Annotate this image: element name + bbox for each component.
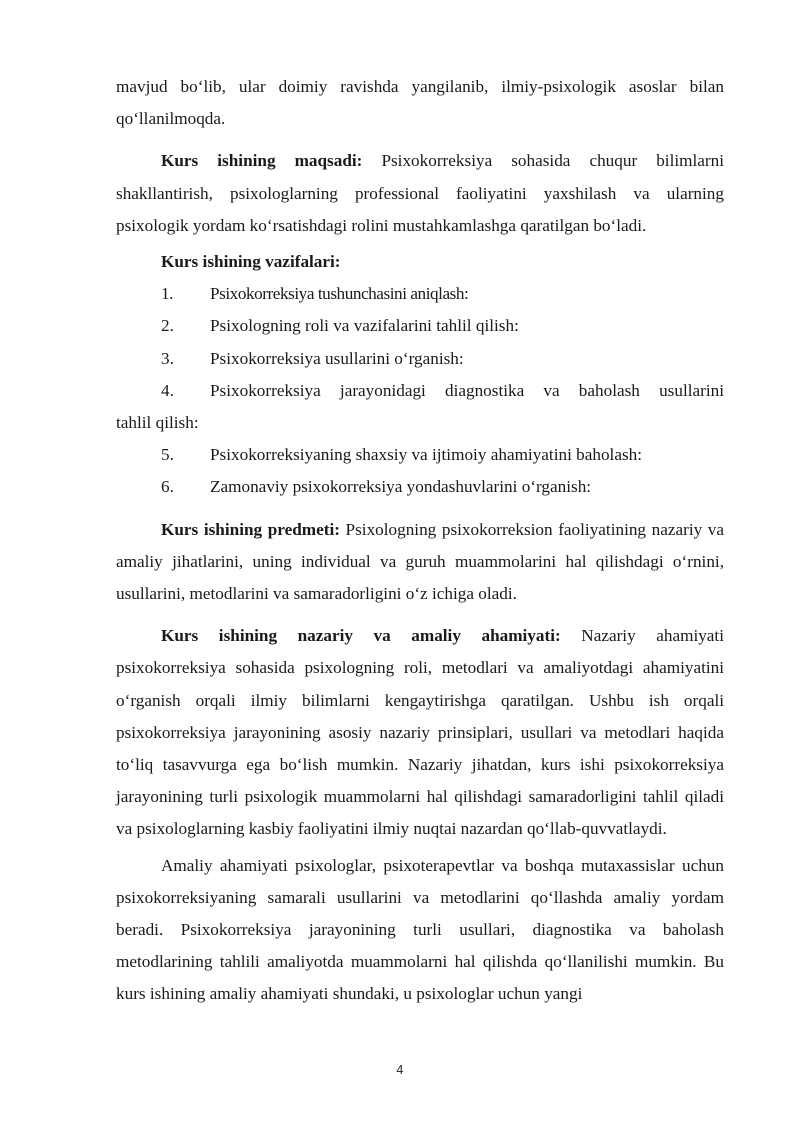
text-maqsad: Psixokorreksiya sohasida chuqur bilimlarni shakllantirish, psixologlarning professional faoliyatini yaxshilash va ularning psixologik yordam koʻrsatishdagi rolini mustahkamlashga qaratilgan boʻladi. (116, 151, 724, 235)
page-number: 4 (396, 1063, 404, 1077)
list-text: Psixologning roli va vazifalarini tahlil qilish: (210, 316, 519, 336)
vazifalar-list (116, 278, 724, 503)
list-number: 3. (161, 348, 174, 368)
list-text: Psixokorreksiyaning shaxsiy va ijtimoiy ahamiyatini baholash: (210, 445, 643, 465)
paragraph-amaliy: Amaliy ahamiyati psixologlar, psixoterapevtlar va boshqa mutaxassislar uchun psixokorreksiyaning samarali usullarini va metodlarini qoʻllashda amaliy yordam beradi. Psixokorreksiya jarayonining turli usullari, diagnostika va baholash metodlarining tahlili amaliyotda muammolarni hal qilishda qoʻllanilishi mumkin. Bu kurs ishining amaliy ahamiyati shundaki, u psixologlar uchun yangi (116, 855, 724, 1004)
list-text: Psixokorreksiya usullarini oʻrganish: (210, 348, 464, 368)
heading-maqsad: Kurs ishining maqsadi: (161, 151, 363, 171)
text-predmet: Psixologning psixokorreksion faoliyatining nazariy va amaliy jihatlarini, uning individual va guruh muammolarini hal qilishdagi oʻrnini, usullarini, metodlarini va samaradorligini oʻz ichiga oladi. (116, 519, 725, 604)
list-item (116, 375, 724, 407)
paragraph-ahamiyat (116, 620, 724, 845)
heading-predmet: Kurs ishining predmeti: (161, 519, 340, 539)
list-item (116, 343, 724, 375)
list-number: 5. (161, 445, 174, 465)
heading-vazifalar-label: Kurs ishining vazifalari: (161, 252, 341, 272)
heading-ahamiyat: Kurs ishining nazariy va amaliy ahamiyati: (161, 626, 561, 646)
page-content (116, 71, 724, 1011)
list-number: 4. (161, 380, 174, 400)
paragraph-continuation: mavjud boʻlib, ular doimiy ravishda yangilanib, ilmiy-psixologik asoslar bilan qoʻllanilmoqda. (116, 77, 724, 129)
text-ahamiyat: Nazariy ahamiyati psixokorreksiya sohasida psixologning roli, metodlari va amaliyotdagi ahamiyatini oʻrganish orqali ilmiy bilimlarni kengaytirishga qaratilgan. Ushbu ish orqali psixokorreksiya jarayonining asosiy nazariy prinsiplari, usullari va metodlari haqida toʻliq tasavvurga ega boʻlish mumkin. Nazariy jihatdan, kurs ishi psixokorreksiya jarayonining turli psixologik muammolarni hal qilishdagi samaradorligini tahlil qiladi va psixologlarning kasbiy faoliyatini ilmiy nuqtai nazardan qoʻllab-quvvatlaydi. (116, 626, 724, 839)
list-item (116, 278, 724, 310)
list-number: 2. (161, 316, 174, 336)
list-text: Psixokorreksiya tushunchasini aniqlash: (210, 284, 469, 304)
list-text: Psixokorreksiya jarayonidagi diagnostika va baholash usullarini (210, 380, 724, 400)
heading-vazifalar (116, 246, 724, 278)
list-item (116, 310, 724, 342)
list-item-continuation (116, 407, 724, 439)
list-text: tahlil qilish: (116, 413, 199, 433)
paragraph-predmet (116, 514, 724, 611)
list-text: Zamonaviy psixokorreksiya yondashuvlarini oʻrganish: (210, 477, 592, 497)
list-item (116, 439, 724, 471)
list-number: 1. (161, 284, 173, 304)
paragraph-maqsad (116, 145, 724, 242)
list-item (116, 471, 724, 503)
list-number: 6. (161, 477, 174, 497)
